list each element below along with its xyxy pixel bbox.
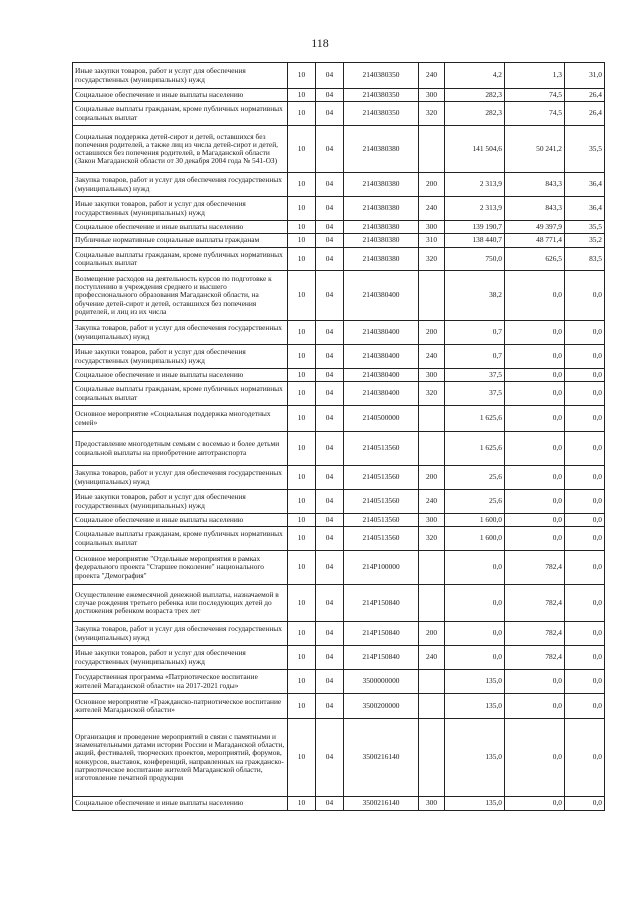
cell-pr: 04 [316, 432, 344, 466]
table-row [73, 514, 605, 527]
cell-vr: 240 [419, 490, 445, 514]
cell-rz: 10 [288, 694, 316, 719]
cell-vr: 320 [419, 527, 445, 551]
cell-v1: 25,6 [445, 490, 505, 514]
cell-v2: 782,4 [505, 646, 565, 670]
cell-v2: 843,3 [505, 173, 565, 197]
cell-v2: 843,3 [505, 197, 565, 221]
cell-csr: 2140380380 [344, 234, 419, 248]
cell-rz: 10 [288, 719, 316, 797]
cell-csr: 3500200000 [344, 694, 419, 719]
cell-csr: 2140380380 [344, 126, 419, 173]
cell-name: Социальные выплаты гражданам, кроме публичных нормативных социальных выплат [73, 102, 288, 126]
cell-pr: 04 [316, 514, 344, 527]
cell-name: Иные закупки товаров, работ и услуг для обеспечения государственных (муниципальных) нужд [73, 197, 288, 221]
cell-v2: 782,4 [505, 585, 565, 622]
cell-vr: 300 [419, 221, 445, 234]
cell-v3: 31,0 [565, 63, 605, 89]
cell-v1: 38,2 [445, 271, 505, 321]
cell-v3: 0,0 [565, 527, 605, 551]
cell-rz: 10 [288, 221, 316, 234]
cell-csr: 2140513560 [344, 466, 419, 490]
cell-pr: 04 [316, 63, 344, 89]
cell-name: Социальное обеспечение и иные выплаты населению [73, 369, 288, 382]
cell-rz: 10 [288, 527, 316, 551]
cell-v3: 0,0 [565, 345, 605, 369]
cell-csr: 2140380350 [344, 102, 419, 126]
cell-v3: 0,0 [565, 321, 605, 345]
table-row [73, 490, 605, 514]
cell-vr [419, 670, 445, 694]
cell-v1: 138 440,7 [445, 234, 505, 248]
cell-v1: 2 313,9 [445, 197, 505, 221]
table-row [73, 126, 605, 173]
page-number: 118 [311, 36, 329, 50]
cell-pr: 04 [316, 797, 344, 811]
cell-rz: 10 [288, 490, 316, 514]
cell-v2: 1,3 [505, 63, 565, 89]
cell-pr: 04 [316, 89, 344, 102]
cell-pr: 04 [316, 234, 344, 248]
cell-pr: 04 [316, 382, 344, 406]
cell-vr [419, 551, 445, 585]
cell-vr: 320 [419, 382, 445, 406]
table-row [73, 345, 605, 369]
cell-v1: 141 504,6 [445, 126, 505, 173]
cell-name: Закупка товаров, работ и услуг для обеспечения государственных (муниципальных) нужд [73, 466, 288, 490]
cell-pr: 04 [316, 271, 344, 321]
table-row [73, 221, 605, 234]
cell-name: Социальная поддержка детей-сирот и детей, оставшихся без попечения родителей, а также лиц из числа детей-сирот и детей, оставшихся без попечения родителей, в Магаданской области (Закон Магаданской области от 30 декабря 2004 года № 541-ОЗ) [73, 126, 288, 173]
cell-v2: 0,0 [505, 271, 565, 321]
cell-v3: 83,5 [565, 248, 605, 271]
cell-rz: 10 [288, 382, 316, 406]
cell-rz: 10 [288, 321, 316, 345]
cell-v2: 782,4 [505, 551, 565, 585]
cell-rz: 10 [288, 345, 316, 369]
cell-csr: 2140513560 [344, 514, 419, 527]
cell-csr: 2140380380 [344, 173, 419, 197]
cell-name: Иные закупки товаров, работ и услуг для обеспечения государственных (муниципальных) нужд [73, 646, 288, 670]
cell-v2: 0,0 [505, 797, 565, 811]
cell-vr: 240 [419, 345, 445, 369]
cell-csr: 2140380400 [344, 271, 419, 321]
cell-vr: 300 [419, 797, 445, 811]
cell-csr: 2140380380 [344, 221, 419, 234]
budget-table [72, 62, 605, 811]
cell-name: Основное мероприятие "Отдельные мероприятия в рамках федерального проекта "Старшее поколение" национального проекта "Демография" [73, 551, 288, 585]
cell-v1: 139 190,7 [445, 221, 505, 234]
cell-rz: 10 [288, 670, 316, 694]
table-row [73, 585, 605, 622]
cell-v1: 135,0 [445, 797, 505, 811]
cell-name: Осуществление ежемесячной денежной выплаты, назначаемой в случае рождения третьего ребенка или последующих детей до достижения ребенком возраста трех лет [73, 585, 288, 622]
cell-v1: 282,3 [445, 89, 505, 102]
cell-name: Закупка товаров, работ и услуг для обеспечения государственных (муниципальных) нужд [73, 173, 288, 197]
table-row [73, 248, 605, 271]
table-row [73, 694, 605, 719]
cell-rz: 10 [288, 369, 316, 382]
cell-csr: 214P150840 [344, 622, 419, 646]
cell-v1: 135,0 [445, 719, 505, 797]
cell-rz: 10 [288, 248, 316, 271]
cell-rz: 10 [288, 622, 316, 646]
table-row [73, 670, 605, 694]
cell-name: Социальное обеспечение и иные выплаты населению [73, 89, 288, 102]
cell-vr [419, 406, 445, 432]
table-row [73, 321, 605, 345]
cell-v1: 282,3 [445, 102, 505, 126]
cell-csr: 2140380380 [344, 197, 419, 221]
cell-name: Иные закупки товаров, работ и услуг для обеспечения государственных (муниципальных) нужд [73, 63, 288, 89]
cell-v1: 1 625,6 [445, 432, 505, 466]
table-row [73, 527, 605, 551]
cell-rz: 10 [288, 646, 316, 670]
cell-name: Основное мероприятие «Социальная поддержка многодетных семей» [73, 406, 288, 432]
cell-csr: 2140380380 [344, 248, 419, 271]
cell-vr [419, 585, 445, 622]
cell-rz: 10 [288, 551, 316, 585]
cell-vr: 200 [419, 173, 445, 197]
cell-pr: 04 [316, 173, 344, 197]
cell-v3: 0,0 [565, 797, 605, 811]
cell-pr: 04 [316, 248, 344, 271]
cell-vr [419, 694, 445, 719]
cell-name: Организация и проведение мероприятий в связи с памятными и знаменательными датами истории России и Магаданской области, акций, фестивалей, творческих проектов, мероприятий, форумов, конкурсов, выставок, конференций, направленных на гражданско-патриотическое воспитание жителей Магаданской области, изготовление печатной продукции [73, 719, 288, 797]
cell-v3: 0,0 [565, 670, 605, 694]
cell-csr: 2140380350 [344, 89, 419, 102]
table-row [73, 406, 605, 432]
cell-rz: 10 [288, 173, 316, 197]
cell-pr: 04 [316, 466, 344, 490]
cell-v2: 0,0 [505, 490, 565, 514]
cell-rz: 10 [288, 797, 316, 811]
cell-pr: 04 [316, 646, 344, 670]
cell-pr: 04 [316, 102, 344, 126]
cell-rz: 10 [288, 63, 316, 89]
cell-vr: 300 [419, 514, 445, 527]
cell-v3: 0,0 [565, 719, 605, 797]
cell-v2: 0,0 [505, 719, 565, 797]
cell-vr: 240 [419, 63, 445, 89]
cell-name: Социальное обеспечение и иные выплаты населению [73, 514, 288, 527]
cell-v1: 135,0 [445, 694, 505, 719]
cell-csr: 2140513560 [344, 527, 419, 551]
cell-pr: 04 [316, 490, 344, 514]
cell-vr [419, 432, 445, 466]
cell-v2: 50 241,2 [505, 126, 565, 173]
cell-pr: 04 [316, 345, 344, 369]
cell-v2: 0,0 [505, 514, 565, 527]
table-row [73, 63, 605, 89]
cell-v3: 26,4 [565, 89, 605, 102]
cell-rz: 10 [288, 234, 316, 248]
cell-v2: 0,0 [505, 345, 565, 369]
cell-v2: 626,5 [505, 248, 565, 271]
cell-v3: 0,0 [565, 694, 605, 719]
cell-pr: 04 [316, 551, 344, 585]
table-row [73, 369, 605, 382]
cell-name: Публичные нормативные социальные выплаты гражданам [73, 234, 288, 248]
cell-vr: 240 [419, 197, 445, 221]
cell-csr: 2140500000 [344, 406, 419, 432]
cell-vr [419, 719, 445, 797]
cell-pr: 04 [316, 670, 344, 694]
cell-v1: 0,0 [445, 551, 505, 585]
cell-v1: 0,0 [445, 646, 505, 670]
cell-name: Закупка товаров, работ и услуг для обеспечения государственных (муниципальных) нужд [73, 622, 288, 646]
cell-v3: 35,5 [565, 221, 605, 234]
table-row [73, 797, 605, 811]
cell-v3: 0,0 [565, 466, 605, 490]
cell-csr: 3500216140 [344, 797, 419, 811]
cell-v1: 4,2 [445, 63, 505, 89]
cell-v2: 0,0 [505, 432, 565, 466]
cell-rz: 10 [288, 406, 316, 432]
cell-vr: 200 [419, 466, 445, 490]
cell-name: Иные закупки товаров, работ и услуг для обеспечения государственных (муниципальных) нужд [73, 345, 288, 369]
cell-v1: 0,0 [445, 622, 505, 646]
cell-pr: 04 [316, 321, 344, 345]
cell-v3: 35,2 [565, 234, 605, 248]
cell-rz: 10 [288, 514, 316, 527]
table-row [73, 622, 605, 646]
cell-pr: 04 [316, 527, 344, 551]
cell-v2: 74,5 [505, 102, 565, 126]
cell-v1: 0,0 [445, 585, 505, 622]
cell-csr: 3500000000 [344, 670, 419, 694]
cell-v3: 0,0 [565, 646, 605, 670]
table-row [73, 89, 605, 102]
cell-name: Основное мероприятие «Гражданско-патриотическое воспитание жителей Магаданской области» [73, 694, 288, 719]
cell-v1: 2 313,9 [445, 173, 505, 197]
cell-v2: 0,0 [505, 527, 565, 551]
cell-vr [419, 271, 445, 321]
cell-v3: 26,4 [565, 102, 605, 126]
table-row [73, 271, 605, 321]
cell-v1: 37,5 [445, 382, 505, 406]
table-row [73, 102, 605, 126]
cell-name: Социальные выплаты гражданам, кроме публичных нормативных социальных выплат [73, 527, 288, 551]
cell-v3: 0,0 [565, 432, 605, 466]
cell-pr: 04 [316, 197, 344, 221]
cell-pr: 04 [316, 406, 344, 432]
cell-pr: 04 [316, 694, 344, 719]
cell-rz: 10 [288, 271, 316, 321]
cell-v3: 0,0 [565, 382, 605, 406]
cell-v3: 0,0 [565, 551, 605, 585]
cell-pr: 04 [316, 719, 344, 797]
table-row [73, 466, 605, 490]
cell-v2: 0,0 [505, 406, 565, 432]
cell-name: Социальные выплаты гражданам, кроме публичных нормативных социальных выплат [73, 248, 288, 271]
table-row [73, 382, 605, 406]
cell-csr: 2140380400 [344, 382, 419, 406]
cell-rz: 10 [288, 89, 316, 102]
cell-rz: 10 [288, 432, 316, 466]
cell-v1: 1 600,0 [445, 514, 505, 527]
cell-v2: 782,4 [505, 622, 565, 646]
cell-name: Государственная программа «Патриотическое воспитание жителей Магаданской области» на 2017-2021 годы» [73, 670, 288, 694]
cell-rz: 10 [288, 102, 316, 126]
table-row [73, 234, 605, 248]
cell-vr: 300 [419, 369, 445, 382]
cell-v2: 0,0 [505, 670, 565, 694]
cell-v1: 0,7 [445, 345, 505, 369]
cell-v2: 0,0 [505, 369, 565, 382]
cell-name: Предоставление многодетным семьям с восемью и более детьми социальной выплаты на приобретение автотранспорта [73, 432, 288, 466]
cell-v1: 25,6 [445, 466, 505, 490]
cell-name: Социальное обеспечение и иные выплаты населению [73, 221, 288, 234]
cell-v2: 0,0 [505, 694, 565, 719]
cell-v3: 0,0 [565, 585, 605, 622]
cell-v2: 0,0 [505, 321, 565, 345]
cell-csr: 214P150840 [344, 585, 419, 622]
cell-rz: 10 [288, 466, 316, 490]
cell-name: Социальные выплаты гражданам, кроме публичных нормативных социальных выплат [73, 382, 288, 406]
cell-v3: 0,0 [565, 406, 605, 432]
cell-csr: 214P150840 [344, 646, 419, 670]
cell-vr: 300 [419, 89, 445, 102]
cell-vr: 200 [419, 622, 445, 646]
cell-v1: 750,0 [445, 248, 505, 271]
cell-v2: 49 397,9 [505, 221, 565, 234]
table-row [73, 551, 605, 585]
cell-csr: 214P100000 [344, 551, 419, 585]
cell-v1: 1 625,6 [445, 406, 505, 432]
cell-pr: 04 [316, 221, 344, 234]
cell-vr: 240 [419, 646, 445, 670]
cell-v3: 0,0 [565, 271, 605, 321]
cell-v1: 135,0 [445, 670, 505, 694]
cell-v1: 1 600,0 [445, 527, 505, 551]
cell-name: Иные закупки товаров, работ и услуг для обеспечения государственных (муниципальных) нужд [73, 490, 288, 514]
cell-vr [419, 126, 445, 173]
cell-v1: 37,5 [445, 369, 505, 382]
cell-rz: 10 [288, 585, 316, 622]
cell-v2: 0,0 [505, 466, 565, 490]
cell-csr: 2140513560 [344, 432, 419, 466]
cell-v3: 0,0 [565, 622, 605, 646]
table-row [73, 432, 605, 466]
cell-vr: 200 [419, 321, 445, 345]
table-row [73, 646, 605, 670]
table-row [73, 197, 605, 221]
cell-csr: 3500216140 [344, 719, 419, 797]
cell-v2: 48 771,4 [505, 234, 565, 248]
cell-v3: 36,4 [565, 173, 605, 197]
cell-v1: 0,7 [445, 321, 505, 345]
cell-pr: 04 [316, 585, 344, 622]
cell-name: Возмещение расходов на деятельность курсов по подготовке к поступлению в учреждения среднего и высшего профессионального образования Магаданской области, на обучение детей-сирот и детей, оставшихся без попечения родителей, и лиц из их числа [73, 271, 288, 321]
cell-csr: 2140380400 [344, 345, 419, 369]
cell-v3: 36,4 [565, 197, 605, 221]
cell-name: Закупка товаров, работ и услуг для обеспечения государственных (муниципальных) нужд [73, 321, 288, 345]
cell-vr: 320 [419, 248, 445, 271]
cell-rz: 10 [288, 126, 316, 173]
table-row [73, 173, 605, 197]
cell-csr: 2140380400 [344, 369, 419, 382]
table-row [73, 719, 605, 797]
cell-pr: 04 [316, 622, 344, 646]
cell-v3: 35,5 [565, 126, 605, 173]
cell-v3: 0,0 [565, 514, 605, 527]
cell-v2: 74,5 [505, 89, 565, 102]
cell-csr: 2140513560 [344, 490, 419, 514]
cell-v2: 0,0 [505, 382, 565, 406]
cell-v3: 0,0 [565, 490, 605, 514]
cell-name: Социальное обеспечение и иные выплаты населению [73, 797, 288, 811]
cell-pr: 04 [316, 126, 344, 173]
cell-csr: 2140380400 [344, 321, 419, 345]
cell-csr: 2140380350 [344, 63, 419, 89]
cell-vr: 320 [419, 102, 445, 126]
cell-vr: 310 [419, 234, 445, 248]
cell-v3: 0,0 [565, 369, 605, 382]
cell-pr: 04 [316, 369, 344, 382]
table-body [73, 63, 605, 811]
cell-rz: 10 [288, 197, 316, 221]
